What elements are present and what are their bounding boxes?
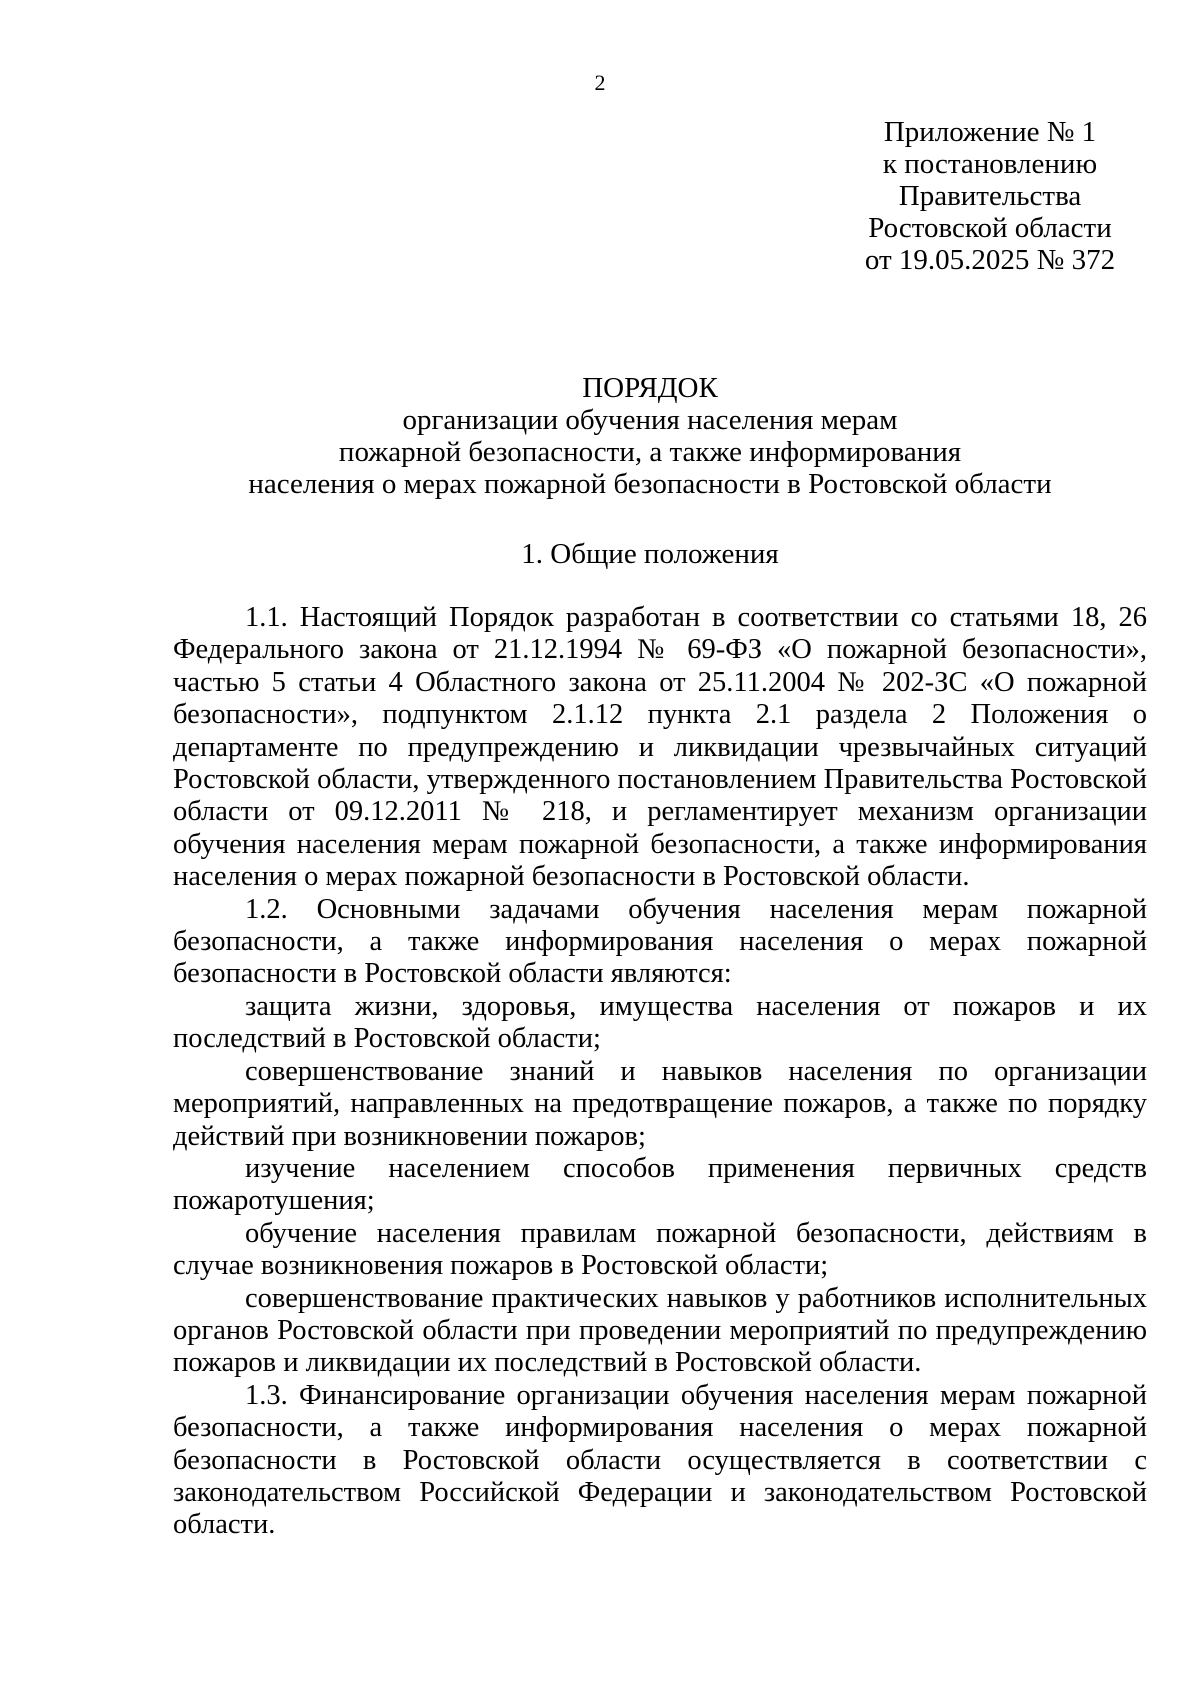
paragraph-1-3: 1.3. Финансирование организации обучения населения мерам пожарной безопасности, а также информирования населения о мерах пожарной безопасности в Ростовской области осуществляется в соответствии с законодательством Российской Федерации и законодательством Ростовской области. [173,1379,1147,1541]
document-title [150,372,1150,500]
appendix-line: к постановлению [882,148,1098,180]
list-item-task: изучение населением способов применения первичных средств пожаротушения; [173,1152,1147,1217]
paragraph-1-1: 1.1. Настоящий Порядок разработан в соответствии со статьями 18, 26 Федерального закона от 21.12.1994 № 69-ФЗ «О пожарной безопасности», частью 5 статьи 4 Областного закона от 25.11.2004 № 202-ЗС «О пожарной безопасности», подпунктом 2.1.12 пункта 2.1 раздела 2 Положения о департаменте по предупреждению и ликвидации чрезвычайных ситуаций Ростовской области, утвержденного постановлением Правительства Ростовской области от 09.12.2011 № 218, и регламентирует механизм организации обучения населения мерам пожарной безопасности, а также информирования населения о мерах пожарной безопасности в Ростовской области. [173,602,1147,893]
title-subtitle-line: населения о мерах пожарной безопасности в Ростовской области [248,468,1052,500]
page-number: 2 [594,70,606,95]
appendix-line: от 19.05.2025 № 372 [864,244,1116,276]
list-item-task: защита жизни, здоровья, имущества населения от пожаров и их последствий в Ростовской области; [173,990,1147,1055]
appendix-line: Правительства [898,180,1082,212]
list-item-task: совершенствование практических навыков у работников исполнительных органов Ростовской области при проведении мероприятий по предупреждению пожаров и ликвидации их последствий в Ростовской области. [173,1282,1147,1379]
list-item-task: обучение населения правилам пожарной безопасности, действиям в случае возникновения пожаров в Ростовской области; [173,1217,1147,1282]
list-item-task: совершенствование знаний и навыков населения по организации мероприятий, направленных на предотвращение пожаров, а также по порядку действий при возникновении пожаров; [173,1055,1147,1152]
appendix-line: Приложение № 1 [883,116,1097,148]
paragraph-1-2: 1.2. Основными задачами обучения населения мерам пожарной безопасности, а также информирования населения о мерах пожарной безопасности в Ростовской области являются: [173,893,1147,990]
appendix-line: Ростовской области [868,212,1112,244]
section-heading: 1. Общие положения [521,538,779,570]
title-subtitle-line: организации обучения населения мерам [402,404,898,436]
appendix-block [840,116,1140,276]
title-heading: ПОРЯДОК [582,372,718,404]
body-text [173,602,1147,1542]
title-subtitle-line: пожарной безопасности, а также информирования [338,436,962,468]
